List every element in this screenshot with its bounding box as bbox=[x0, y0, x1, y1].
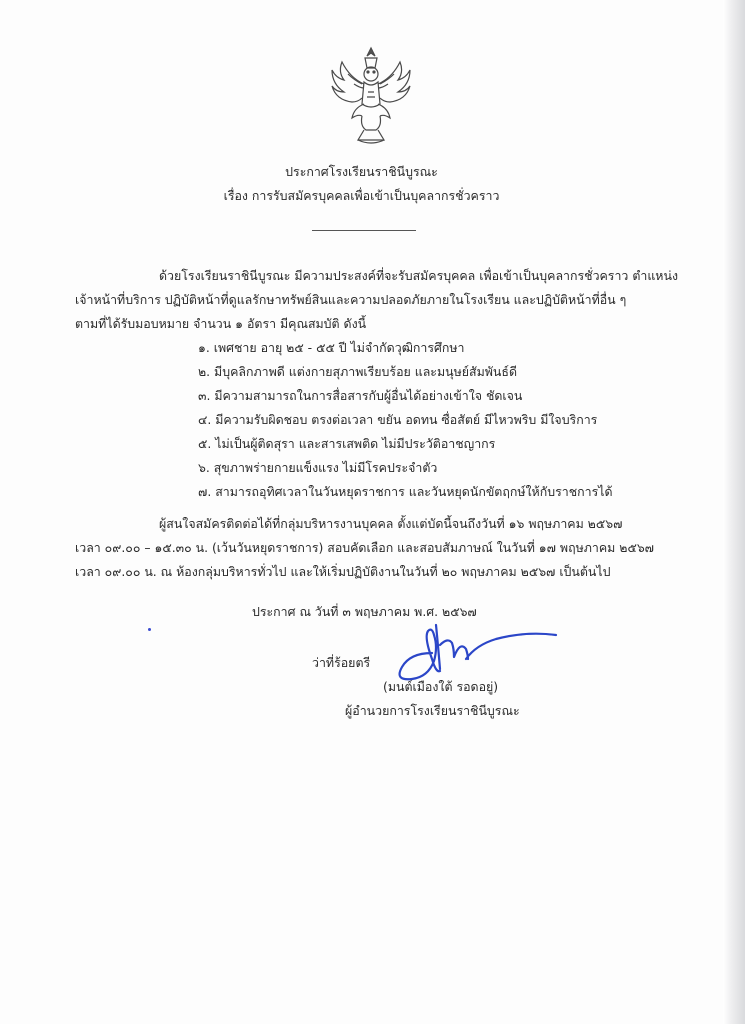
ink-speck bbox=[148, 628, 151, 631]
signer-rank: ว่าที่ร้อยตรี bbox=[312, 655, 371, 670]
announce-date: ประกาศ ณ วันที่ ๓ พฤษภาคม พ.ศ. ๒๕๖๗ bbox=[252, 604, 477, 619]
qualification-item: ๗. สามารถอุทิศเวลาในวันหยุดราชการ และวันหยุดนักขัตฤกษ์ให้กับราชการได้ bbox=[198, 484, 613, 499]
qualification-item: ๕. ไม่เป็นผู้ติดสุรา และสารเสพติด ไม่มีประวัติอาชญากร bbox=[198, 436, 496, 451]
qualification-item: ๖. สุขภาพร่ายกายแข็งแรง ไม่มีโรคประจำตัว bbox=[198, 460, 438, 475]
qualification-item: ๒. มีบุคลิกภาพดี แต่งกายสุภาพเรียบร้อย และมนุษย์สัมพันธ์ดี bbox=[198, 364, 517, 379]
subject-line: เรื่อง การรับสมัครบุคคลเพื่อเข้าเป็นบุคลากรชั่วคราว bbox=[223, 188, 500, 203]
garuda-emblem-icon bbox=[328, 44, 414, 148]
qualification-item: ๑. เพศชาย อายุ ๒๕ - ๕๕ ปี ไม่จำกัดวุฒิการศึกษา bbox=[198, 340, 465, 355]
intro-line: ตามที่ได้รับมอบหมาย จำนวน ๑ อัตรา มีคุณสมบัติ ดังนี้ bbox=[75, 316, 367, 331]
announcement-title: ประกาศโรงเรียนราชินีบูรณะ bbox=[285, 164, 438, 179]
application-line: เวลา ๐๙.๐๐ น. ณ ห้องกลุ่มบริหารทั่วไป และให้เริ่มปฏิบัติงานในวันที่ ๒๐ พฤษภาคม ๒๕๖๗ เป็นต้นไป bbox=[75, 564, 611, 579]
title-divider bbox=[312, 230, 416, 231]
qualification-item: ๓. มีความสามารถในการสื่อสารกับผู้อื่นได้อย่างเข้าใจ ชัดเจน bbox=[198, 388, 523, 403]
application-line: เวลา ๐๙.๐๐ – ๑๕.๓๐ น. (เว้นวันหยุดราชการ) สอบคัดเลือก และสอบสัมภาษณ์ ในวันที่ ๑๗ พฤษภาคม ๒๕๖๗ bbox=[75, 540, 655, 555]
page-edge-shadow bbox=[723, 0, 745, 1024]
signer-position: ผู้อำนวยการโรงเรียนราชินีบูรณะ bbox=[345, 703, 520, 718]
application-line: ผู้สนใจสมัครติดต่อได้ที่กลุ่มบริหารงานบุคคล ตั้งแต่บัดนี้จนถึงวันที่ ๑๖ พฤษภาคม ๒๕๖๗ bbox=[159, 516, 623, 531]
intro-line: เจ้าหน้าที่บริการ ปฏิบัติหน้าที่ดูแลรักษาทรัพย์สินและความปลอดภัยภายในโรงเรียน และปฏิบัติหน้าที่อื่น ๆ bbox=[75, 292, 627, 307]
intro-line: ด้วยโรงเรียนราชินีบูรณะ มีความประสงค์ที่จะรับสมัครบุคคล เพื่อเข้าเป็นบุคลากรชั่วคราว ตำแหน่ง bbox=[159, 268, 678, 283]
signer-name: (มนต์เมืองใต้ รอดอยู่) bbox=[383, 679, 499, 694]
qualification-item: ๔. มีความรับผิดชอบ ตรงต่อเวลา ขยัน อดทน ซื่อสัตย์ มีไหวพริบ มีใจบริการ bbox=[198, 412, 598, 427]
